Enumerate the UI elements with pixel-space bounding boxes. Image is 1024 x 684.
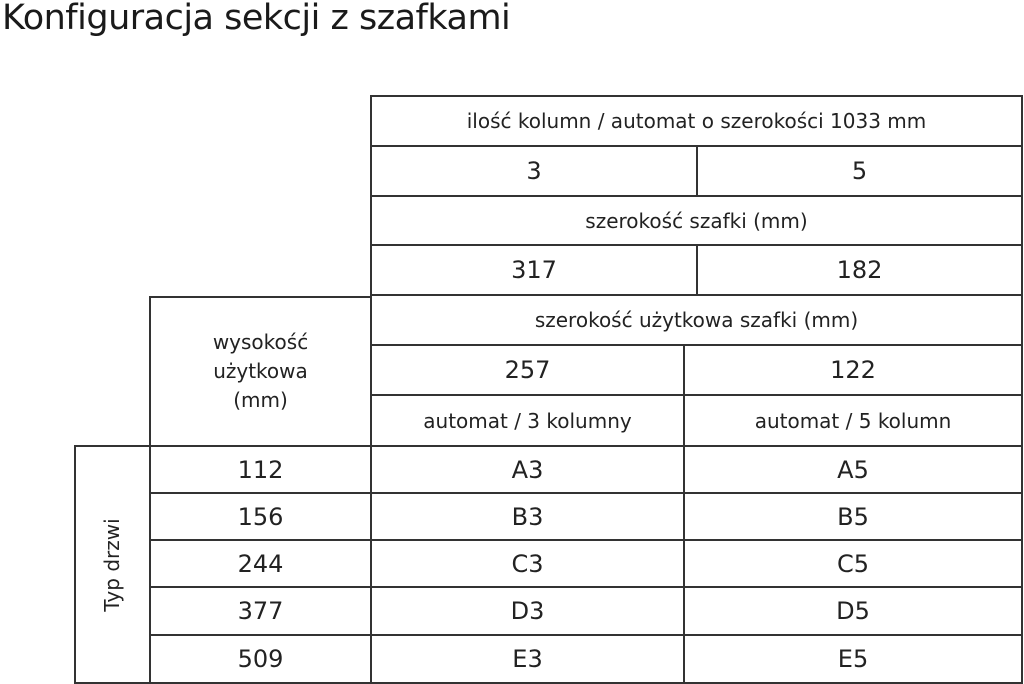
- table-row-height: 244: [149, 539, 372, 588]
- column-count-5: 5: [696, 145, 1023, 197]
- columns-label-cell: [370, 95, 1023, 147]
- table-row-c5: A5: [683, 445, 1023, 494]
- columns-label: ilość kolumn / automat o szerokości 1033 mm: [466, 109, 927, 133]
- table-row-c3: E3: [370, 634, 685, 684]
- cabinet-width-label: szerokość szafki (mm): [585, 208, 808, 233]
- table-row-c5: E5: [683, 634, 1023, 684]
- automat-5-label: automat / 5 kolumn: [683, 394, 1023, 447]
- table-row-c5: D5: [683, 586, 1023, 636]
- table-row-c3: A3: [370, 445, 685, 494]
- table-row-height: 509: [149, 634, 372, 684]
- table-row-c3: B3: [370, 492, 685, 541]
- usable-height-header: wysokość użytkowa (mm): [149, 296, 372, 447]
- cabinet-width-182: 182: [696, 244, 1023, 296]
- door-type-label: Typ drzwi: [100, 518, 124, 612]
- usable-width-257: 257: [370, 344, 685, 396]
- column-count-3: 3: [370, 145, 698, 197]
- usable-width-label: szerokość użytkowa szafki (mm): [534, 308, 859, 332]
- automat-3-label: automat / 3 kolumny: [370, 394, 685, 447]
- table-row-height: 112: [149, 445, 372, 494]
- table-row-c5: C5: [683, 539, 1023, 588]
- usable-width-122: 122: [683, 344, 1023, 396]
- usable-width-label-cell: [370, 294, 1023, 346]
- page-title: Konfiguracja sekcji z szafkami: [2, 0, 511, 38]
- table-row-c5: B5: [683, 492, 1023, 541]
- table-row-c3: C3: [370, 539, 685, 588]
- cabinet-width-label-cell: [370, 195, 1023, 246]
- table-row-height: 156: [149, 492, 372, 541]
- table-row-c3: D3: [370, 586, 685, 636]
- cabinet-width-317: 317: [370, 244, 698, 296]
- table-row-height: 377: [149, 586, 372, 636]
